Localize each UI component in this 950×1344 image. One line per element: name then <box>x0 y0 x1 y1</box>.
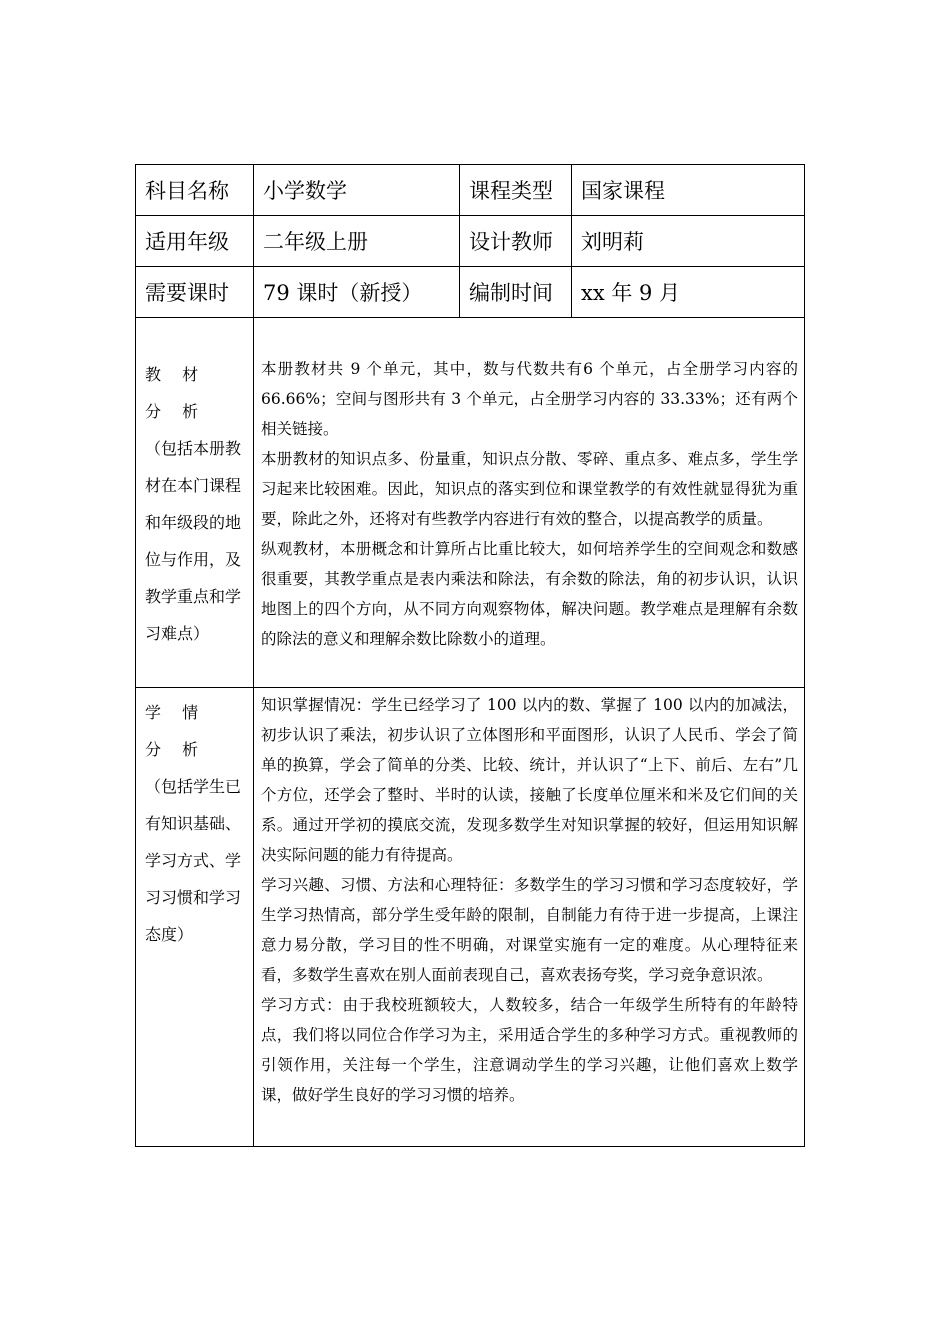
textbook-analysis-row <box>136 318 805 688</box>
textbook-analysis-label <box>136 318 254 688</box>
student-analysis-row <box>136 688 805 1147</box>
label-line: 位与作用，及 <box>145 550 242 569</box>
label-line: 材在本门课程 <box>145 476 242 495</box>
label-line: 习习惯和学习 <box>145 888 242 907</box>
label-line: 分 析 <box>145 740 207 759</box>
subject-value: 小学数学 <box>254 165 460 216</box>
student-analysis-label <box>136 688 254 1147</box>
paragraph: 知识掌握情况：学生已经学习了 100 以内的数、掌握了 100 以内的加减法，初步认识了乘法，初步认识了立体图形和平面图形，认识了人民币、学会了简单的换算，学会了简单的分类、比较、统计，并认识了“上下、前后、左右”几个方位，还学会了整时、半时的认读，接触了长度单位厘米和米及它们间的关系。通过开学初的摸底交流，发现多数学生对知识掌握的较好，但运用知识解决实际问题的能力有待提高。 <box>261 696 798 864</box>
paragraph: 本册教材的知识点多、份量重，知识点分散、零碎、重点多、难点多，学生学习起来比较困难。因此，知识点的落实到位和课堂教学的有效性就显得犹为重要，除此之外，还将对有些教学内容进行有效的整合，以提高教学的质量。 <box>261 450 798 528</box>
grade-label: 适用年级 <box>136 216 254 267</box>
paragraph: 本册教材共 9 个单元，其中，数与代数共有6 个单元，占全册学习内容的 66.66%；空间与图形共有 3 个单元，占全册学习内容的 33.33%；还有两个相关链接。 <box>261 360 798 438</box>
subject-label: 科目名称 <box>136 165 254 216</box>
label-line: 和年级段的地 <box>145 513 242 532</box>
header-row-hours <box>136 267 805 318</box>
label-line: 学 情 <box>145 703 207 722</box>
label-line: 态度） <box>145 925 194 944</box>
teacher-label: 设计教师 <box>460 216 572 267</box>
lesson-plan-table <box>135 164 805 1147</box>
paragraph: 学习方式：由于我校班额较大，人数较多，结合一年级学生所特有的年龄特点，我们将以同位合作学习为主，采用适合学生的多种学习方式。重视教师的引领作用，关注每一个学生，注意调动学生的学习兴趣，让他们喜欢上数学课，做好学生良好的学习习惯的培养。 <box>261 996 798 1104</box>
label-line: （包括本册教 <box>145 439 242 458</box>
label-line: （包括学生已 <box>145 777 242 796</box>
hours-label: 需要课时 <box>136 267 254 318</box>
date-label: 编制时间 <box>460 267 572 318</box>
label-line: 有知识基础、 <box>145 814 242 833</box>
textbook-analysis-content <box>254 318 805 688</box>
label-line: 教 材 <box>145 365 207 384</box>
header-row-subject <box>136 165 805 216</box>
label-line: 学习方式、学 <box>145 851 242 870</box>
label-line: 分 析 <box>145 402 207 421</box>
date-value: xx 年 9 月 <box>572 267 805 318</box>
course-type-label: 课程类型 <box>460 165 572 216</box>
course-type-value: 国家课程 <box>572 165 805 216</box>
hours-value: 79 课时（新授） <box>254 267 460 318</box>
student-analysis-content <box>254 688 805 1147</box>
teacher-value: 刘明莉 <box>572 216 805 267</box>
label-line: 习难点） <box>145 624 210 643</box>
label-line: 教学重点和学 <box>145 587 242 606</box>
header-row-grade <box>136 216 805 267</box>
paragraph: 纵观教材，本册概念和计算所占比重比较大，如何培养学生的空间观念和数感很重要，其教学重点是表内乘法和除法，有余数的除法，角的初步认识，认识地图上的四个方向，从不同方向观察物体，解决问题。教学难点是理解有余数的除法的意义和理解余数比除数小的道理。 <box>261 540 798 648</box>
lesson-plan-sheet <box>135 164 804 1147</box>
grade-value: 二年级上册 <box>254 216 460 267</box>
paragraph: 学习兴趣、习惯、方法和心理特征：多数学生的学习习惯和学习态度较好，学生学习热情高，部分学生受年龄的限制，自制能力有待于进一步提高，上课注意力易分散，学习目的性不明确，对课堂实施有一定的难度。从心理特征来看，多数学生喜欢在别人面前表现自己，喜欢表扬夸奖，学习竞争意识浓。 <box>261 876 798 984</box>
